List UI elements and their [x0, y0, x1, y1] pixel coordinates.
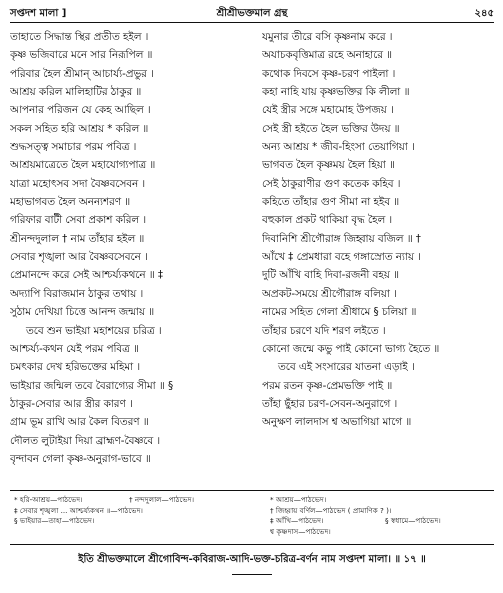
footnote-row: [270, 506, 495, 517]
verse-line: কোনো জন্মে কভু পাই কোনো ভাগ্য হৈতে ॥: [262, 342, 440, 355]
verse-line: তবে শুন ভাইয়া মহাশয়ের চরিত্র ।: [26, 324, 162, 337]
verse-line: বৃন্দাবন গেলা কৃষ্ণ-অনুরাগ-ভাবে ॥: [10, 452, 151, 465]
verse-line: অন্য আশ্রয় * জীব-হিংসা তেয়াগিয়া ।: [262, 141, 415, 154]
verse-line: পরিবার হৈল শ্রীমান্ আচার্য্য-প্রভুর ।: [10, 67, 154, 80]
right-footnotes: [270, 495, 495, 537]
verse-line: ভাইয়ার জন্মিল তবে বৈরাগ্যের সীমা ॥ §: [10, 379, 174, 392]
verse-line: গ্রাম ভূম রাখি আর কৈল বিতরণ ॥: [10, 416, 149, 429]
verse-line: গরিফার বাটী সেবা প্রকাশ করিল ।: [10, 214, 147, 227]
verse-line: যমুনার তীরে বসি কৃষ্ণনাম করে ।: [262, 31, 393, 43]
verse-line: কহা নাহি যায় কৃষ্ণভক্তির কি লীলা ॥: [262, 86, 410, 99]
book-title: শ্রীশ্রীভক্তমাল গ্রন্থ: [216, 8, 288, 19]
verse-line: আশ্চর্য্য-কথন যেই পরম পবিত্র ॥: [10, 342, 139, 355]
footnote-row: [14, 495, 249, 506]
verse-line: যাত্রা মহোৎসব সদা বৈষ্ণবসেবন ।: [10, 177, 146, 190]
verse-line: তাঁহা ছুঁহার চরণ-সেবন-অনুরাগে ।: [262, 397, 398, 410]
footer-rule-top: [10, 544, 494, 545]
footnote-row: [14, 506, 249, 517]
verse-line: তবে এই সংসারের যাতনা এড়াই ।: [278, 361, 415, 374]
verse-line: অপ্রকট-সময়ে শ্রীগৌরাঙ্গ বলিয়া ।: [262, 287, 397, 300]
verse-line: আপনার পরিজন যে কেহ আছিল ।: [10, 104, 151, 117]
verse-line: মহাভাগবত হৈল অনন্যশরণ ॥: [10, 196, 131, 209]
chapter-label: সপ্তদশ মালা ]: [10, 8, 67, 19]
verse-line: সেবার শৃঙ্খলা আর বৈষ্ণবসেবনে ।: [10, 251, 148, 264]
verse-line: শ্রীনন্দদুলাল † নাম তাঁহার হইল ॥: [10, 232, 145, 245]
verse-line: তাঁহার চরণে যদি শরণ লইতে ।: [262, 324, 386, 337]
verse-line: নামের সহিত গেলা শ্রীধামে § চলিয়া ॥: [262, 306, 417, 319]
footnote-row: [270, 527, 495, 538]
verse-line: কৃষ্ণ ভজিবারে মনে সার নিরূপিল ॥: [10, 49, 153, 62]
verse-line: আঁখে ‡ প্রেমধারা বহে গঙ্গাস্রোত ন্যায় ।: [262, 251, 421, 264]
colophon: ইতি শ্রীভক্তমালে শ্রীগোবিন্দ-কবিরাজ-আদি-ভক্ত-চরিত্র-বর্ণন নাম সপ্তদশ মালা। ॥ ১৭ ॥: [78, 554, 426, 565]
footnote: ‡ আঁখি—পাঠভেদ।: [270, 516, 324, 525]
verse-line: অনুক্ষণ লালদাস শ্ব অভাগিয়া মাগে ॥: [262, 416, 412, 429]
verse-line: বহুকাল প্রকট থাকিয়া বৃদ্ধ হৈল ।: [262, 214, 393, 227]
page-header: [10, 6, 494, 22]
verse-line: আশ্রয় করিল মালিহাটির ঠাকুর ॥: [10, 86, 142, 99]
footnote: * আশ্রয়—পাঠভেদ।: [270, 495, 327, 504]
verse-line: পরম রতন কৃষ্ণ-প্রেমভক্তি পাই ॥: [262, 379, 393, 392]
verse-line: দুটি আঁখি বাহি দিবা-রজনী বহয় ॥: [262, 269, 399, 282]
verse-line: সেই ঠাকুরাণীর গুণ কতেক কহিব ।: [262, 177, 401, 190]
verse-line: আশ্রয়মাত্রেতে হৈল মহাযোগ্যপাত্র ॥: [10, 159, 156, 172]
left-verse-column: [10, 28, 250, 468]
footnote: † জিহ্বায় বর্ণিল—পাঠভেদ ( প্রামাণিক ? )।: [270, 505, 392, 515]
verse-line: তাহাতে সিদ্ধান্ত স্থির প্রতীত হইল ।: [10, 31, 149, 43]
verse-line: অযাচকবৃত্তিমাত্র রহে অনাহারে ॥: [262, 49, 393, 62]
footnote-rule: [10, 490, 494, 491]
footer-ornament-rule: [232, 574, 272, 575]
verse-line: চমৎকার দেখ হরিভক্তের মহিমা ।: [10, 361, 141, 374]
verse-line: দিবানিশি শ্রীগৌরাঙ্গ জিহ্বায় বজিল ॥ †: [262, 232, 421, 245]
verse-line: অদ্যাপি বিরাজমান ঠাকুর তথায় ।: [10, 287, 144, 300]
footnote-row: [270, 495, 495, 506]
verse-line: ঠাকুর-সেবার আর স্ত্রীর কারণ ।: [10, 397, 133, 410]
verse-line: সেই স্ত্রী হইতে হৈল ভক্তির উদয় ॥: [262, 122, 400, 135]
footnote: * হরি-আশ্রয়—পাঠভেদ।: [14, 495, 83, 504]
footnote-row: [14, 516, 249, 527]
verse-line: প্রেমানন্দে করে সেই আশ্চর্য্যকথনে ॥ ‡: [10, 269, 164, 282]
verse-line: সুঠাম দেখিয়া চিত্তে আনন্দ জন্মায় ॥: [10, 306, 155, 319]
footnote: ‡ সেবার শৃঙ্খলা ... আশ্চর্য্যকথন ॥—পাঠভেদ।: [14, 505, 143, 515]
header-rule: [10, 22, 494, 23]
verse-line: সকল সহিত হরি আশ্রয় * করিল ॥: [10, 122, 149, 135]
footnote: § স্বধামে—পাঠভেদ।: [385, 516, 441, 525]
verse-line: যেই স্ত্রীর সঙ্গে মহামোহ উপজয় ।: [262, 104, 394, 117]
verse-line: দৌলত লুটাইয়া দিয়া ব্রাহ্মণ-বৈষ্ণবে ।: [10, 434, 161, 447]
footnote: § ভাইয়ার—তাহা—পাঠভেদ।: [14, 516, 95, 525]
footnote-row: [270, 516, 495, 527]
right-verse-column: [262, 28, 502, 432]
verse-line: শুদ্ধসত্ত্ব সমাচার পরম পবিত্র ।: [10, 141, 137, 154]
page-number: ২৪৫: [474, 8, 494, 19]
footnote: † নন্দদুলাল—পাঠভেদ।: [129, 495, 195, 504]
left-footnotes: [14, 495, 249, 527]
verse-line: কহিতে তাঁহার গুণ সীমা না হইব ॥: [262, 196, 400, 209]
verse-line: কথোক দিবসে কৃষ্ণ-চরণ পাইলা ।: [262, 67, 396, 80]
footnote: শ্ব কৃষ্ণদাস—পাঠভেদ।: [270, 526, 331, 536]
verse-line: ভাগবত হৈল কৃষ্ণময় হৈল হিয়া ॥: [262, 159, 395, 172]
